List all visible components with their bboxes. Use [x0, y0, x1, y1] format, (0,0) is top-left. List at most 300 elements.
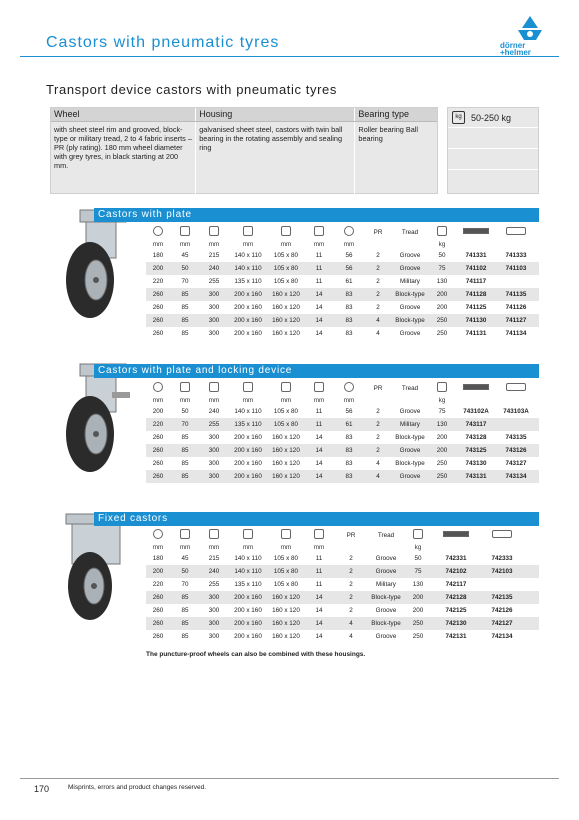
housing-description: galvanised sheet steel, castors with twin ball bearing in the rotating assembly and sealing ring [196, 122, 355, 194]
table-cell: 70 [181, 421, 189, 428]
table-row [146, 431, 539, 444]
table-cell: 300 [208, 460, 220, 467]
housing-header: Housing [196, 108, 355, 121]
table-cell: 2 [376, 252, 380, 259]
table-row [146, 301, 539, 314]
unit-row [146, 240, 539, 249]
unit-cell: kg [414, 544, 422, 551]
column-header-cell [404, 529, 432, 541]
column-header-cell [428, 382, 456, 394]
table-cell: Groove [375, 633, 397, 640]
column-icon-row [146, 527, 539, 543]
brand-logo [500, 14, 560, 58]
table-cell: 160 x 120 [272, 460, 300, 467]
table-row [146, 249, 539, 262]
table-cell: 741128 [465, 291, 487, 298]
footer-disclaimer: Misprints, errors and product changes reserved. [68, 784, 207, 791]
table-cell: 4 [376, 330, 380, 337]
offset-icon [344, 226, 354, 236]
table-cell: 105 x 80 [273, 581, 299, 588]
unit-row [146, 396, 539, 405]
table-cell: 742128 [445, 594, 467, 601]
unit-cell: mm [208, 241, 220, 248]
table-cell: 200 x 160 [234, 594, 262, 601]
wheel-width-icon [180, 382, 190, 392]
table-cell: 743127 [505, 460, 527, 467]
column-header-cell [170, 382, 200, 394]
column-header-cell [200, 382, 228, 394]
table-cell: 2 [349, 555, 353, 562]
table-cell: 2 [349, 568, 353, 575]
table-cell: 200 [436, 447, 448, 454]
table-cell: 14 [315, 620, 323, 627]
table-cell: Groove [375, 607, 397, 614]
table-cell: 85 [181, 304, 189, 311]
table-cell: 50 [181, 568, 189, 575]
table-row [146, 457, 539, 470]
table-cell: 135 x 110 [234, 278, 262, 285]
table-cell: 83 [345, 447, 353, 454]
unit-cell: mm [152, 241, 164, 248]
offset-icon [344, 382, 354, 392]
table-cell: 61 [345, 278, 353, 285]
table-cell: Block-type [371, 620, 401, 627]
table-cell: 11 [315, 408, 323, 415]
table-cell: Block-type [395, 317, 425, 324]
table-cell: Groove [399, 447, 421, 454]
table-cell: 160 x 120 [272, 473, 300, 480]
table-cell: 14 [315, 291, 323, 298]
weight-icon [413, 529, 423, 539]
table-cell: 240 [208, 408, 220, 415]
table-cell: 85 [181, 460, 189, 467]
table-cell: 260 [152, 620, 164, 627]
table-cell: 200 x 160 [234, 633, 262, 640]
table-cell: 85 [181, 447, 189, 454]
table-row [146, 314, 539, 327]
table-cell: 75 [438, 265, 446, 272]
table-cell: 130 [412, 581, 424, 588]
column-header-cell [456, 228, 496, 236]
pr-header: PR [346, 531, 356, 539]
table-cell: 14 [315, 460, 323, 467]
plate-size-icon [243, 382, 253, 392]
packing-icon [443, 531, 469, 537]
table-cell: 215 [208, 252, 220, 259]
table-cell: 742135 [491, 594, 513, 601]
table-cell: 300 [208, 594, 220, 601]
table-cell: 160 x 120 [272, 447, 300, 454]
table-cell: 4 [376, 473, 380, 480]
table-cell: Groove [375, 555, 397, 562]
logo-line-2: +helmer [500, 48, 531, 57]
castors-with-locking-table [146, 380, 539, 483]
table-cell: 2 [376, 447, 380, 454]
table-cell: 300 [208, 447, 220, 454]
table-cell: 4 [376, 460, 380, 467]
table-cell: 743134 [505, 473, 527, 480]
height-icon [209, 529, 219, 539]
table-cell: 741127 [505, 317, 527, 324]
table-cell: 260 [152, 594, 164, 601]
table-cell: 130 [436, 278, 448, 285]
column-icon-row [146, 224, 539, 240]
table-cell: 743131 [465, 473, 487, 480]
table-cell: 130 [436, 421, 448, 428]
table-cell: 741125 [465, 304, 487, 311]
bearing-description: Roller bearing Ball bearing [358, 125, 419, 143]
unit-cell: mm [280, 397, 292, 404]
bolt-hole-icon [314, 529, 324, 539]
table-cell: 85 [181, 330, 189, 337]
table-cell: 200 x 160 [234, 473, 262, 480]
table-cell: 260 [152, 304, 164, 311]
table-cell: 160 x 120 [272, 317, 300, 324]
table-cell: 742127 [491, 620, 513, 627]
wheel-description: with sheet steel rim and grooved, block-type or military tread, 2 to 4 fabric inserts – PR (ply rating). 180 mm wheel diameter with grey tyres, in black starting at 200 mm. [51, 122, 196, 194]
column-header-cell [304, 226, 334, 238]
table-cell: 742333 [491, 555, 513, 562]
table-cell: 11 [315, 555, 323, 562]
table-cell: 240 [208, 568, 220, 575]
table-cell: 140 x 110 [234, 568, 262, 575]
table-cell: 260 [152, 447, 164, 454]
wheel-diameter-icon [153, 226, 163, 236]
table-row [146, 418, 539, 431]
table-cell: 160 x 120 [272, 594, 300, 601]
table-cell: 200 x 160 [234, 607, 262, 614]
table-cell: 85 [181, 633, 189, 640]
table-cell: 2 [376, 421, 380, 428]
page-number: 170 [34, 784, 50, 794]
packing-icon [463, 228, 489, 234]
table-cell: 83 [345, 473, 353, 480]
table-cell: 260 [152, 460, 164, 467]
wheel-header: Wheel [51, 108, 196, 121]
table-cell: 50 [181, 408, 189, 415]
page-title: Castors with pneumatic tyres [46, 34, 280, 51]
logo-line-1: dörner [500, 41, 526, 50]
bolt-hole-icon [314, 226, 324, 236]
column-header-cell [200, 529, 228, 541]
fixed-castor-image [50, 510, 142, 625]
table-cell: 742131 [445, 633, 467, 640]
weight-icon: kg [452, 111, 465, 124]
table-row [146, 405, 539, 418]
table-cell: 105 x 80 [273, 278, 299, 285]
column-header-cell [334, 226, 364, 238]
table-cell: 300 [208, 304, 220, 311]
unit-cell: mm [313, 241, 325, 248]
table-cell: 260 [152, 633, 164, 640]
table-cell: 200 [152, 568, 164, 575]
spec-box [50, 107, 438, 194]
table-cell: 255 [208, 421, 220, 428]
table-cell: 741134 [505, 330, 527, 337]
table-cell: 742126 [491, 607, 513, 614]
table-cell: 11 [315, 568, 323, 575]
table-cell: 180 [152, 555, 164, 562]
table-cell: 240 [208, 265, 220, 272]
unit-cell: mm [179, 544, 191, 551]
table-cell: 140 x 110 [234, 252, 262, 259]
table-cell: 300 [208, 473, 220, 480]
table-cell: 14 [315, 447, 323, 454]
table-cell: 85 [181, 434, 189, 441]
tread-header: Tread [401, 384, 419, 392]
table-cell: 160 x 120 [272, 330, 300, 337]
table-cell: 200 x 160 [234, 447, 262, 454]
weight-icon [437, 382, 447, 392]
table-cell: Groove [399, 252, 421, 259]
table-cell: 105 x 80 [273, 568, 299, 575]
table-cell: 11 [315, 421, 323, 428]
castors-with-plate-table [146, 224, 539, 340]
table-cell: 741117 [465, 278, 487, 285]
table-cell: 83 [345, 330, 353, 337]
table-cell: 160 x 120 [272, 291, 300, 298]
table-row [146, 591, 539, 604]
table-cell: 260 [152, 330, 164, 337]
footer-rule [20, 778, 559, 779]
table-cell: 250 [436, 460, 448, 467]
table-row [146, 617, 539, 630]
wheel-width-icon [180, 226, 190, 236]
table-cell: 741331 [465, 252, 487, 259]
unit-cell: mm [343, 241, 355, 248]
column-header-cell [146, 529, 170, 541]
table-cell: 2 [349, 594, 353, 601]
table-cell: 105 x 80 [273, 421, 299, 428]
table-cell: 200 x 160 [234, 291, 262, 298]
table-cell: 45 [181, 555, 189, 562]
column-header-cell [268, 529, 304, 541]
table-cell: 742103 [491, 568, 513, 575]
table-cell: 75 [414, 568, 422, 575]
table-cell: 300 [208, 330, 220, 337]
bearing-icon [506, 227, 526, 235]
table-cell: 14 [315, 434, 323, 441]
table-cell: 75 [438, 408, 446, 415]
table-cell: 743135 [505, 434, 527, 441]
table-cell: 743103A [503, 408, 529, 415]
table-row [146, 470, 539, 483]
table-cell: 4 [376, 317, 380, 324]
unit-cell: mm [280, 241, 292, 248]
table-cell: 11 [315, 252, 323, 259]
table-cell: 741333 [505, 252, 527, 259]
table-cell: 200 x 160 [234, 460, 262, 467]
weight-icon [437, 226, 447, 236]
table-cell: 200 [152, 408, 164, 415]
pr-header: PR [373, 228, 383, 236]
table-cell: 250 [412, 633, 424, 640]
top-rule [20, 56, 559, 57]
table-cell: 11 [315, 581, 323, 588]
unit-cell: mm [152, 397, 164, 404]
unit-cell: mm [179, 397, 191, 404]
column-header-cell [146, 226, 170, 238]
table-row [146, 444, 539, 457]
table-cell: 255 [208, 581, 220, 588]
bearing-icon [492, 530, 512, 538]
table-cell: Groove [399, 265, 421, 272]
table-cell: 220 [152, 278, 164, 285]
table-cell: 85 [181, 291, 189, 298]
table-cell: 56 [345, 252, 353, 259]
tread-header: Tread [377, 531, 395, 539]
height-icon [209, 226, 219, 236]
table-cell: 741102 [465, 265, 487, 272]
table-title-castors-with-plate: Castors with plate [94, 208, 539, 222]
column-header-cell [334, 382, 364, 394]
table-cell: 741130 [465, 317, 487, 324]
table-cell: Groove [399, 330, 421, 337]
table-cell: 14 [315, 317, 323, 324]
table-cell: 14 [315, 304, 323, 311]
table-cell: 743102A [463, 408, 489, 415]
unit-cell: mm [208, 397, 220, 404]
table-cell: 105 x 80 [273, 555, 299, 562]
table-cell: 50 [438, 252, 446, 259]
table-cell: Block-type [395, 460, 425, 467]
table-cell: Block-type [395, 434, 425, 441]
table-cell: 83 [345, 317, 353, 324]
table-row [146, 565, 539, 578]
table-cell: 742102 [445, 568, 467, 575]
bolt-hole-icon [314, 382, 324, 392]
table-cell: Military [376, 581, 396, 588]
table-cell: 105 x 80 [273, 252, 299, 259]
table-cell: 743126 [505, 447, 527, 454]
table-cell: 61 [345, 421, 353, 428]
column-header-cell [496, 383, 536, 393]
table-cell: 741131 [465, 330, 487, 337]
bolt-spacing-icon [281, 382, 291, 392]
table-cell: 260 [152, 317, 164, 324]
table-cell: 200 [436, 304, 448, 311]
table-cell: 200 x 160 [234, 330, 262, 337]
table-cell: 14 [315, 607, 323, 614]
pr-header: PR [373, 384, 383, 392]
column-header-cell [170, 226, 200, 238]
table-cell: 2 [376, 304, 380, 311]
tread-header: Tread [401, 228, 419, 236]
table-cell: 200 [412, 594, 424, 601]
table-title-castors-with-locking: Castors with plate and locking device [94, 364, 539, 378]
unit-cell: mm [242, 544, 254, 551]
table-cell: 85 [181, 594, 189, 601]
table-cell: Block-type [395, 291, 425, 298]
table-cell: 742117 [445, 581, 467, 588]
load-range: 50-250 kg [471, 112, 512, 123]
section-title: Transport device castors with pneumatic tyres [46, 82, 337, 97]
table-cell: Block-type [371, 594, 401, 601]
table-cell: 220 [152, 421, 164, 428]
footnote-puncture-proof: The puncture-proof wheels can also be combined with these housings. [146, 651, 366, 658]
plate-size-icon [243, 529, 253, 539]
table-cell: 14 [315, 633, 323, 640]
table-cell: Groove [399, 304, 421, 311]
column-header-cell [228, 226, 268, 238]
unit-cell: mm [313, 544, 325, 551]
column-header-cell [200, 226, 228, 238]
table-cell: 200 [436, 434, 448, 441]
table-cell: 741135 [505, 291, 527, 298]
table-cell: Military [400, 278, 420, 285]
table-cell: 105 x 80 [273, 265, 299, 272]
column-header-cell [268, 226, 304, 238]
table-row [146, 275, 539, 288]
logo-mark-icon [500, 14, 560, 44]
castor-with-plate-image [50, 208, 142, 323]
table-cell: 2 [376, 265, 380, 272]
table-cell: 14 [315, 330, 323, 337]
bolt-spacing-icon [281, 226, 291, 236]
unit-cell: mm [280, 544, 292, 551]
table-cell: 2 [349, 581, 353, 588]
table-cell: 135 x 110 [234, 421, 262, 428]
column-header-cell [268, 382, 304, 394]
unit-cell: mm [242, 397, 254, 404]
table-cell: 14 [315, 473, 323, 480]
table-cell: 742331 [445, 555, 467, 562]
unit-cell: kg [438, 397, 446, 404]
table-cell: 250 [436, 317, 448, 324]
bolt-spacing-icon [281, 529, 291, 539]
table-cell: 70 [181, 581, 189, 588]
table-cell: 300 [208, 434, 220, 441]
table-cell: 85 [181, 607, 189, 614]
column-header-cell [170, 529, 200, 541]
table-cell: 200 x 160 [234, 317, 262, 324]
table-cell: 300 [208, 607, 220, 614]
table-cell: Military [400, 421, 420, 428]
wheel-diameter-icon [153, 529, 163, 539]
table-row [146, 630, 539, 643]
table-cell: 50 [414, 555, 422, 562]
table-cell: 180 [152, 252, 164, 259]
table-cell: 85 [181, 620, 189, 627]
table-cell: 200 [436, 291, 448, 298]
table-row [146, 288, 539, 301]
table-cell: 743117 [465, 421, 487, 428]
table-cell: 140 x 110 [234, 265, 262, 272]
table-cell: 742125 [445, 607, 467, 614]
table-cell: 160 x 120 [272, 620, 300, 627]
column-icon-row [146, 380, 539, 396]
fixed-castors-table [146, 527, 539, 643]
table-cell: 56 [345, 408, 353, 415]
column-header-cell [432, 531, 480, 539]
column-header-cell [146, 382, 170, 394]
table-cell: 83 [345, 304, 353, 311]
table-cell: 260 [152, 291, 164, 298]
table-cell: 85 [181, 317, 189, 324]
column-header-cell [304, 382, 334, 394]
table-cell: 2 [376, 408, 380, 415]
bearing-header: Bearing type [358, 109, 409, 119]
table-cell: 742130 [445, 620, 467, 627]
table-row [146, 327, 539, 340]
table-cell: 250 [436, 330, 448, 337]
table-cell: 200 x 160 [234, 620, 262, 627]
castor-with-brake-image [50, 362, 142, 477]
unit-cell: mm [343, 397, 355, 404]
table-cell: 260 [152, 473, 164, 480]
table-cell: 83 [345, 434, 353, 441]
table-cell: 140 x 110 [234, 408, 262, 415]
